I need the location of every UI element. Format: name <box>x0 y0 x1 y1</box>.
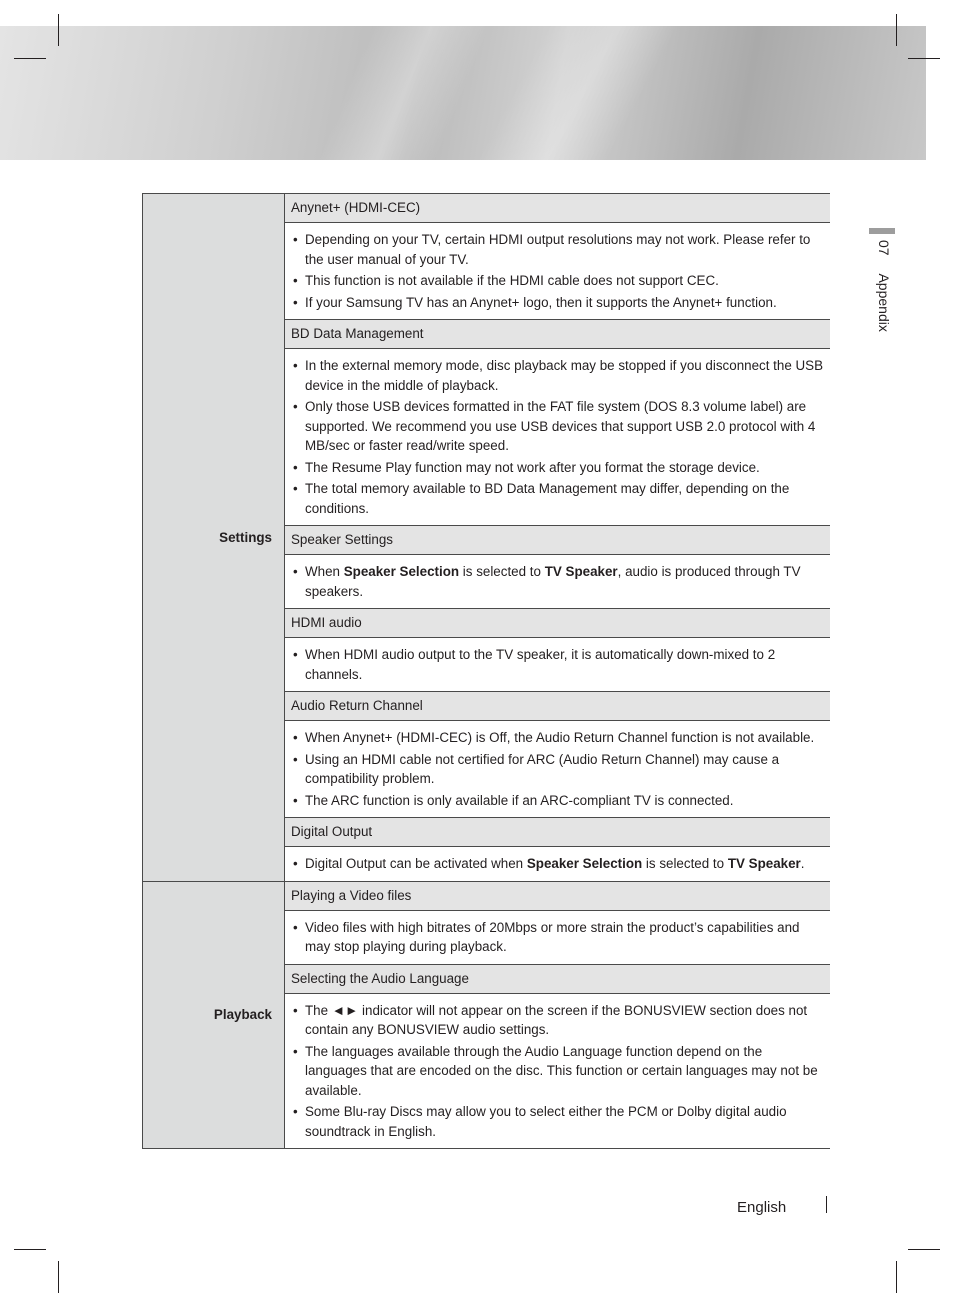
group-title: Playing a Video files <box>285 881 830 910</box>
group-title: Speaker Settings <box>285 526 830 555</box>
bullet-item: • The ARC function is only available if an ARC-compliant TV is connected. <box>291 791 826 811</box>
bullet-item: • Only those USB devices formatted in the FAT file system (DOS 8.3 volume label) are supported. We recommend you use USB devices that support USB 2.0 protocol with 4 MB/sec or faster read/write speed. <box>291 397 826 456</box>
text-run: , audio is produced through TV speakers. <box>305 564 801 599</box>
crop-mark <box>58 1261 59 1293</box>
bullet-list <box>291 645 826 684</box>
group-header-row <box>143 194 830 223</box>
chapter-title: Appendix <box>876 273 892 332</box>
crop-mark <box>908 58 940 59</box>
bullet-item: • If your Samsung TV has an Anynet+ logo, then it supports the Anynet+ function. <box>291 293 826 313</box>
bullet-list <box>291 728 826 810</box>
crop-mark <box>14 1249 46 1250</box>
bullet-item: • The Resume Play function may not work after you format the storage device. <box>291 458 826 478</box>
bullet-item: • In the external memory mode, disc playback may be stopped if you disconnect the USB device in the middle of playback. <box>291 356 826 395</box>
text-run: is selected to <box>642 856 728 871</box>
text-run: Digital Output can be activated when <box>305 856 527 871</box>
group-notes <box>285 349 830 526</box>
bullet-item: • When Anynet+ (HDMI-CEC) is Off, the Audio Return Channel function is not available. <box>291 728 826 748</box>
group-title: Digital Output <box>285 818 830 847</box>
bullet-item <box>291 562 826 601</box>
group-title: BD Data Management <box>285 320 830 349</box>
group-notes <box>285 223 830 320</box>
group-notes <box>285 721 830 818</box>
group-notes <box>285 910 830 964</box>
footer-language: English <box>737 1199 787 1216</box>
bullet-list <box>291 918 826 957</box>
bold-term: TV Speaker <box>727 856 801 871</box>
group-title: Selecting the Audio Language <box>285 964 830 993</box>
bold-term: Speaker Selection <box>526 856 643 871</box>
bullet-list <box>291 854 826 874</box>
group-title: HDMI audio <box>285 609 830 638</box>
bullet-item: • The ◄► indicator will not appear on the screen if the BONUSVIEW section does not contain any BONUSVIEW audio settings. <box>291 1001 826 1040</box>
bullet-item: • When HDMI audio output to the TV speaker, it is automatically down-mixed to 2 channels. <box>291 645 826 684</box>
crop-mark <box>896 1261 897 1293</box>
group-notes <box>285 993 830 1149</box>
bullet-list <box>291 356 826 518</box>
bullet-item: • The languages available through the Audio Language function depend on the languages that are encoded on the disc. This function or certain languages may not be available. <box>291 1042 826 1101</box>
header-banner <box>0 26 926 160</box>
category-label: Settings <box>143 194 285 882</box>
bullet-item: • This function is not available if the HDMI cable does not support CEC. <box>291 271 826 291</box>
notes-table <box>142 193 830 1149</box>
bullet-item: • Using an HDMI cable not certified for ARC (Audio Return Channel) may cause a compatibility problem. <box>291 750 826 789</box>
bullet-list <box>291 230 826 312</box>
chapter-side-label <box>872 240 892 332</box>
bullet-item: • The total memory available to BD Data Management may differ, depending on the conditions. <box>291 479 826 518</box>
crop-mark <box>908 1249 940 1250</box>
chapter-number: 07 <box>876 240 892 256</box>
group-title: Anynet+ (HDMI-CEC) <box>285 194 830 223</box>
bullet-item: • Some Blu-ray Discs may allow you to select either the PCM or Dolby digital audio soundtrack in English. <box>291 1102 826 1141</box>
text-run: is selected to <box>459 564 545 579</box>
bullet-list <box>291 562 826 601</box>
group-title: Audio Return Channel <box>285 692 830 721</box>
crop-mark <box>58 14 59 46</box>
bold-term: Speaker Selection <box>343 564 460 579</box>
category-label: Playback <box>143 881 285 1149</box>
group-notes <box>285 847 830 882</box>
chapter-tab-marker <box>869 228 895 234</box>
footer-rule <box>826 1196 827 1213</box>
text-run: . <box>800 856 805 871</box>
bold-term: TV Speaker <box>544 564 618 579</box>
bullet-item: • Depending on your TV, certain HDMI output resolutions may not work. Please refer to the user manual of your TV. <box>291 230 826 269</box>
group-header-row <box>143 881 830 910</box>
crop-mark <box>14 58 46 59</box>
text-run: When <box>305 564 344 579</box>
bullet-list <box>291 1001 826 1142</box>
group-notes <box>285 638 830 692</box>
bullet-item: • Video files with high bitrates of 20Mbps or more strain the product’s capabilities and may stop playing during playback. <box>291 918 826 957</box>
crop-mark <box>896 14 897 46</box>
bullet-item <box>291 854 826 874</box>
group-notes <box>285 555 830 609</box>
